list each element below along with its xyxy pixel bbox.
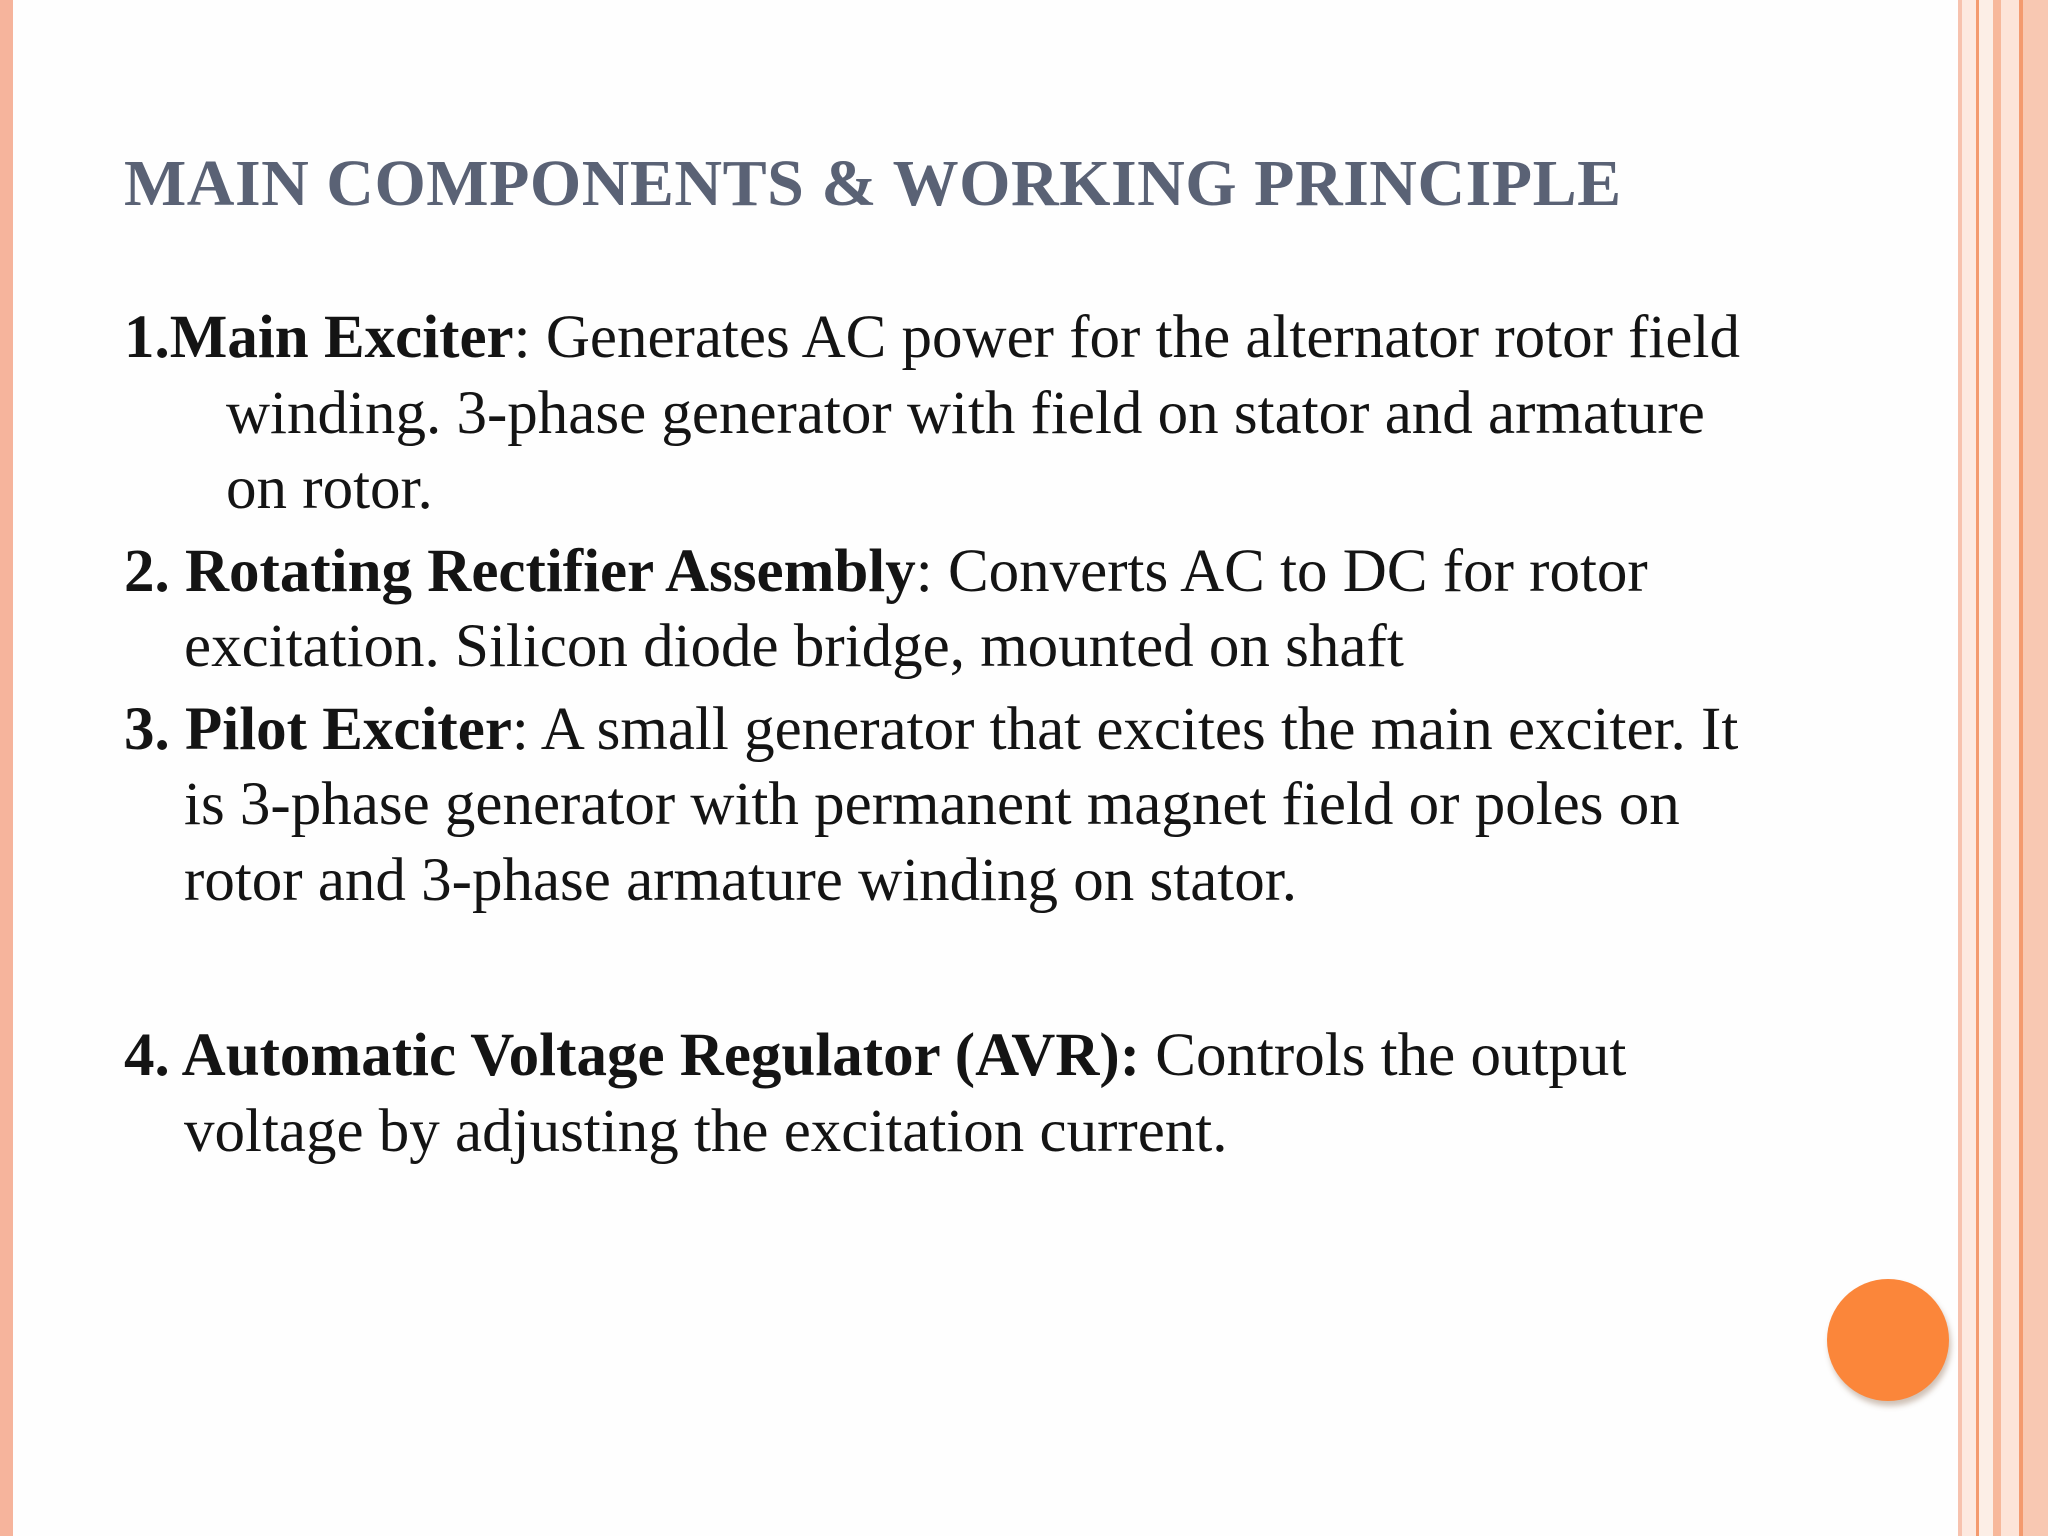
- border-stripe: [1962, 0, 1976, 1536]
- item-number: 2.: [124, 537, 185, 605]
- border-stripe: [1979, 0, 1993, 1536]
- item-term: Automatic Voltage Regulator (AVR):: [181, 1022, 1141, 1089]
- item-description: Converts AC to DC for rotor excitation. Silicon diode bridge, mounted on shaft: [184, 537, 1648, 680]
- item-number: 4.: [124, 1022, 182, 1089]
- item-term: Rotating Rectifier Assembly: [185, 537, 916, 605]
- right-border-stripes: [1958, 0, 2048, 1536]
- list-item: [124, 692, 1764, 919]
- item-term: Pilot Exciter: [185, 695, 512, 763]
- list-item: [124, 1018, 1764, 1169]
- item-separator: :: [513, 304, 531, 371]
- item-number: 3.: [124, 695, 185, 763]
- border-stripe: [1993, 0, 2001, 1536]
- item-number: 1.: [124, 304, 170, 371]
- list-item: [124, 534, 1764, 685]
- item-separator: :: [915, 537, 933, 605]
- list-item: [124, 300, 1764, 527]
- item-description: A small generator that excites the main exciter. It is 3-phase generator with permanent magnet field or poles on rotor and 3-phase armature winding on stator.: [184, 695, 1739, 914]
- border-stripe: [2023, 0, 2048, 1536]
- left-border-bar: [0, 0, 13, 1536]
- item-description: Generates AC power for the alternator rotor field winding. 3-phase generator with field on stator and armature on rotor.: [226, 304, 1740, 522]
- item-separator: :: [511, 695, 529, 763]
- orange-circle-decoration: [1827, 1279, 1949, 1401]
- slide-title: MAIN COMPONENTS & WORKING PRINCIPLE: [124, 147, 1622, 220]
- border-stripe: [2001, 0, 2019, 1536]
- item-description: Controls the output voltage by adjusting the excitation current.: [184, 1022, 1627, 1165]
- item-term: Main Exciter: [169, 304, 514, 371]
- component-list: [124, 300, 1764, 1169]
